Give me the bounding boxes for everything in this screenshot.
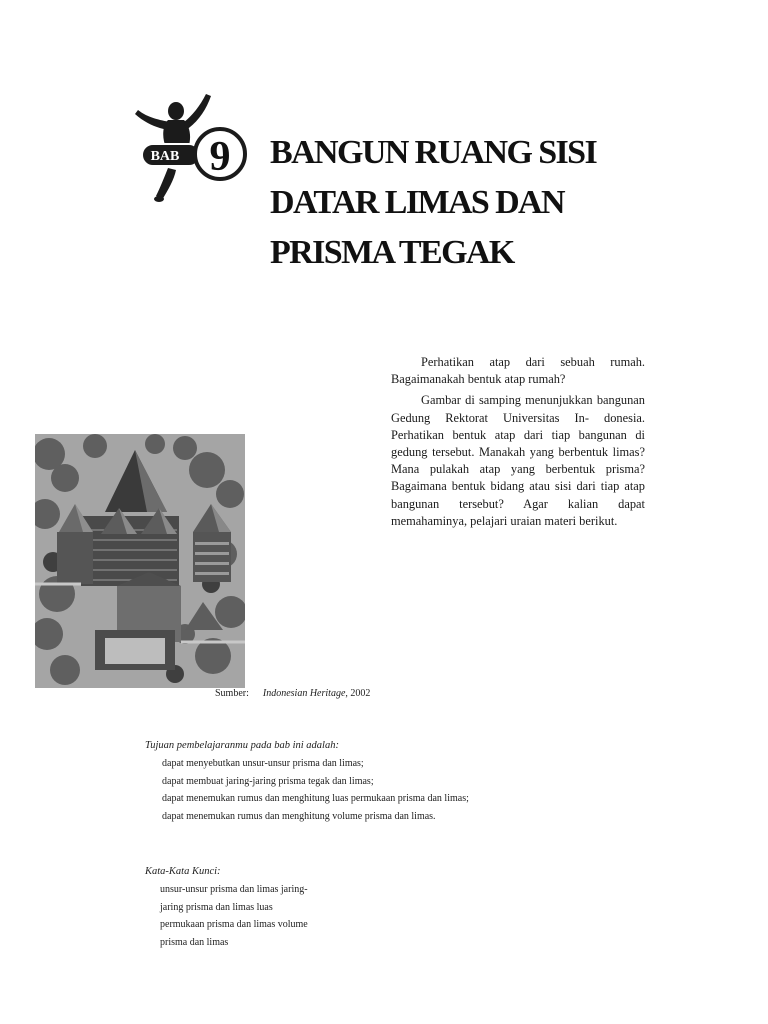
chapter-title-line: BANGUN RUANG SISI [270,134,597,171]
chapter-title-line: DATAR LIMAS DAN [270,184,564,221]
keywords-heading: Kata-Kata Kunci: [145,866,221,877]
objectives-list [162,755,469,825]
chapter-emblem [132,92,256,210]
objectives-heading: Tujuan pembelajaranmu pada bab ini adalah: [145,740,339,751]
objective-item: dapat membuat jaring-jaring prisma tegak dan limas; [162,775,374,787]
chapter-title [270,128,670,278]
caption-label: Sumber: [215,688,249,699]
jumping-figure-icon [132,92,256,210]
building-photo [35,434,245,688]
keyword-line: jaring prisma dan limas luas [160,901,273,913]
intro-text [391,354,645,534]
keyword-line: prisma dan limas [160,936,229,948]
caption-year: , 2002 [345,688,371,699]
photo-caption [215,688,370,700]
intro-paragraph: Perhatikan atap dari sebuah rumah. Bagaimanakah bentuk atap rumah? [391,355,645,387]
keyword-line: permukaan prisma dan limas volume [160,919,308,930]
badge-label: BAB [150,149,180,164]
objective-item: dapat menemukan rumus dan menghitung volume prisma dan limas. [162,810,436,822]
chapter-number: 9 [209,134,231,180]
objective-item: dapat menyebutkan unsur-unsur prisma dan limas; [162,758,364,769]
chapter-title-line: PRISMA TEGAK [270,234,514,271]
keyword-line: unsur-unsur prisma dan limas jaring- [160,884,308,895]
intro-paragraph: Gambar di samping menunjukkan bangunan Gedung Rektorat Universitas In- donesia. Perhatikan bentuk atap dari tiap bangunan di gedung tersebut. Manakah yang berbentuk limas? Mana pulakah atap yang berbentuk prisma? Bagaimana bentuk bidang atau sisi dari tiap atap bangunan tersebut? Agar kalian dapat memahaminya, pelajari uraian materi berikut. [391,393,645,528]
caption-source: Indonesian Heritage [262,688,346,699]
keywords-list [160,881,308,951]
objective-item: dapat menemukan rumus dan menghitung luas permukaan prisma dan limas; [162,793,469,804]
